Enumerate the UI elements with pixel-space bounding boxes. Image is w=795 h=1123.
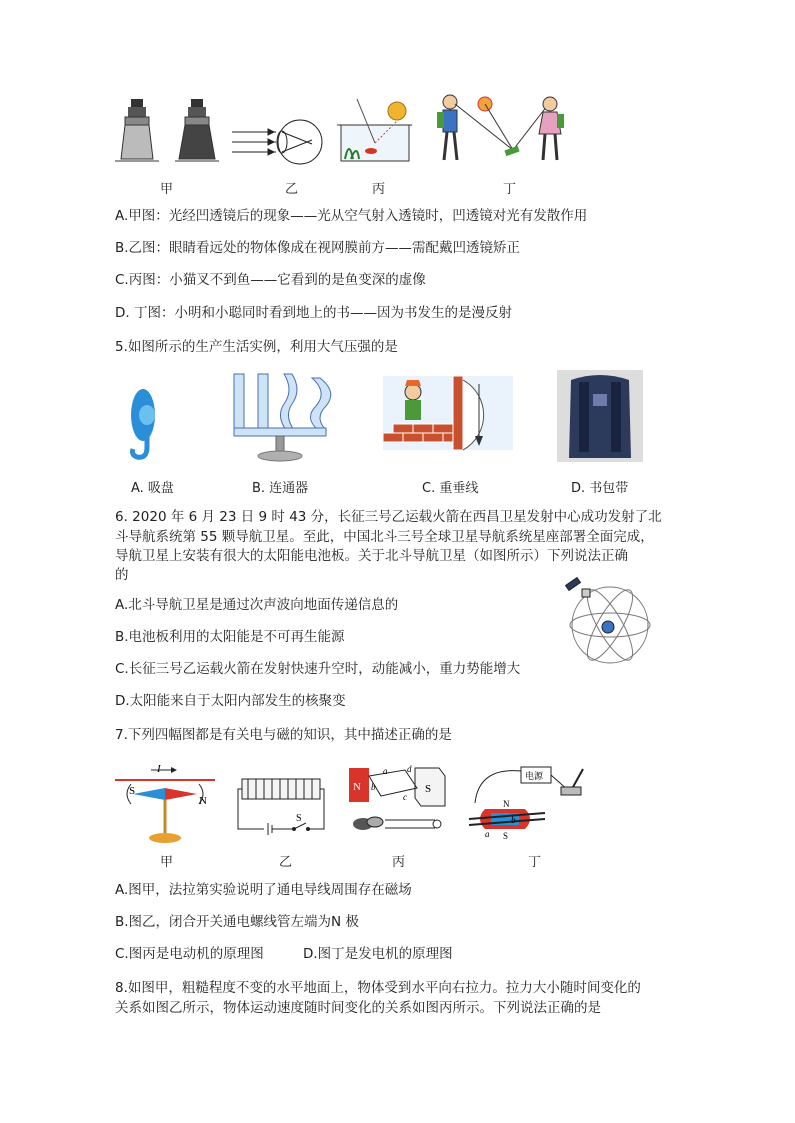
- q7-caption-ding: 丁: [528, 855, 542, 870]
- solenoid-circuit: [238, 779, 324, 835]
- q7-caption-jia: 甲: [160, 855, 174, 870]
- q5-fig-plumb-line: [383, 376, 513, 456]
- suction-cup-icon: [131, 389, 155, 457]
- rail-s-label: S: [503, 831, 509, 841]
- plumb-line-icon: [383, 376, 513, 450]
- q7-fig-yi: [238, 773, 328, 838]
- compass-n-label: N: [199, 795, 207, 807]
- q7-option-d: D.图丁是发电机的原理图: [303, 946, 453, 962]
- motor-coil-diagram: [349, 768, 445, 830]
- switch-label: S: [296, 813, 302, 824]
- q5-caption-b: B. 连通器: [252, 481, 309, 496]
- q4-caption-ding: 丁: [503, 182, 517, 197]
- q4-fig-ding: [435, 94, 565, 166]
- current-label: I: [157, 763, 161, 775]
- q8-stem-line-1: 8.如图甲，粗糙程度不变的水平地面上，物体受到水平向右拉力。拉力大小随时间变化的: [115, 980, 641, 996]
- q6-stem-line-2: 斗导航系统第 55 颗导航卫星。至此，中国北斗三号全球卫星导航系统星座部署全面完成，: [115, 529, 654, 545]
- magnet-n-label: N: [353, 781, 361, 793]
- q5-caption-c: C. 重垂线: [422, 481, 479, 496]
- q5-caption-a: A. 吸盘: [131, 481, 174, 496]
- q4-option-a: A.甲图：光经凹透镜后的现象——光从空气射入透镜时，凹透镜对光有发散作用: [115, 208, 588, 224]
- q5-caption-d: D. 书包带: [571, 481, 629, 496]
- magnet-s-label: S: [425, 783, 432, 795]
- q6-fig-satellite: [560, 575, 660, 670]
- q8-stem-line-2: 关系如图乙所示，物体运动速度随时间变化的关系如图丙所示。下列说法正确的是: [115, 1000, 601, 1016]
- q6-option-a: A.北斗导航卫星是通过次声波向地面传递信息的: [115, 597, 399, 613]
- eye-diagram: [232, 120, 322, 164]
- satellite-orbit-icon: [566, 578, 650, 666]
- connected-vessels-icon: [234, 374, 331, 461]
- q6-option-b: B.电池板利用的太阳能是不可再生能源: [115, 629, 345, 645]
- children-book-scene: [437, 95, 564, 160]
- rail-n-label: N: [503, 799, 510, 809]
- q5-fig-suction-cup: [125, 375, 175, 465]
- q4-fig-yi: [232, 120, 332, 170]
- q7-fig-bing: [345, 762, 455, 842]
- lens-apparatus-2: [175, 99, 219, 161]
- coil-b-label: b: [371, 782, 376, 792]
- q5-stem: 5.如图所示的生产生活实例，利用大气压强的是: [115, 339, 398, 355]
- q5-fig-connected-vessels: [228, 372, 338, 467]
- q6-stem-line-3: 导航卫星上安装有很大的太阳能电池板。关于北斗导航卫星（如图所示）下列说法正确: [115, 548, 628, 564]
- q4-option-d: D. 丁图：小明和小聪同时看到地上的书——因为书发生的是漫反射: [115, 305, 512, 321]
- q4-fig-jia: [115, 95, 225, 165]
- rail-a-label: a: [485, 829, 490, 839]
- q6-option-d: D.太阳能来自于太阳内部发生的核聚变: [115, 693, 346, 709]
- q7-option-c: C.图丙是电动机的原理图: [115, 946, 264, 962]
- q7-caption-bing: 丙: [392, 855, 406, 870]
- backpack-icon: [557, 370, 643, 462]
- q6-option-c: C.长征三号乙运载火箭在发射快速升空时，动能减小，重力势能增大: [115, 661, 521, 677]
- q4-option-c: C.丙图：小猫叉不到鱼——它看到的是鱼变深的虚像: [115, 272, 426, 288]
- q7-option-a: A.图甲，法拉第实验说明了通电导线周围存在磁场: [115, 882, 412, 898]
- coil-a-label: a: [383, 766, 388, 776]
- q7-stem: 7.下列四幅图都是有关电与磁的知识，其中描述正确的是: [115, 727, 452, 743]
- compass-s-label: S: [129, 785, 136, 797]
- q4-caption-bing: 丙: [372, 182, 386, 197]
- cat-fish-scene: [337, 99, 412, 161]
- q5-fig-backpack: [557, 370, 647, 465]
- q4-option-b: B.乙图：眼睛看远处的物体像成在视网膜前方——需配戴凹透镜矫正: [115, 240, 521, 256]
- q7-fig-ding: [465, 763, 595, 843]
- coil-d-label: d: [407, 764, 412, 774]
- q6-stem-line-1: 6. 2020 年 6 月 23 日 9 时 43 分，长征三号乙运载火箭在西昌卫星发射中心成功发射了北: [115, 509, 662, 525]
- q7-caption-yi: 乙: [279, 855, 293, 870]
- coil-c-label: c: [403, 792, 407, 802]
- rail-b-label: b: [511, 815, 516, 825]
- lens-apparatus-1: [115, 99, 159, 161]
- q7-option-b: B.图乙，闭合开关通电螺线管左端为N 极: [115, 914, 359, 930]
- q4-fig-bing: [337, 95, 417, 165]
- power-supply-label: 电源: [525, 772, 544, 782]
- q4-caption-yi: 乙: [285, 182, 299, 197]
- q6-stem-line-4: 的: [115, 567, 129, 583]
- q7-fig-jia: [115, 760, 225, 855]
- q4-caption-jia: 甲: [160, 182, 174, 197]
